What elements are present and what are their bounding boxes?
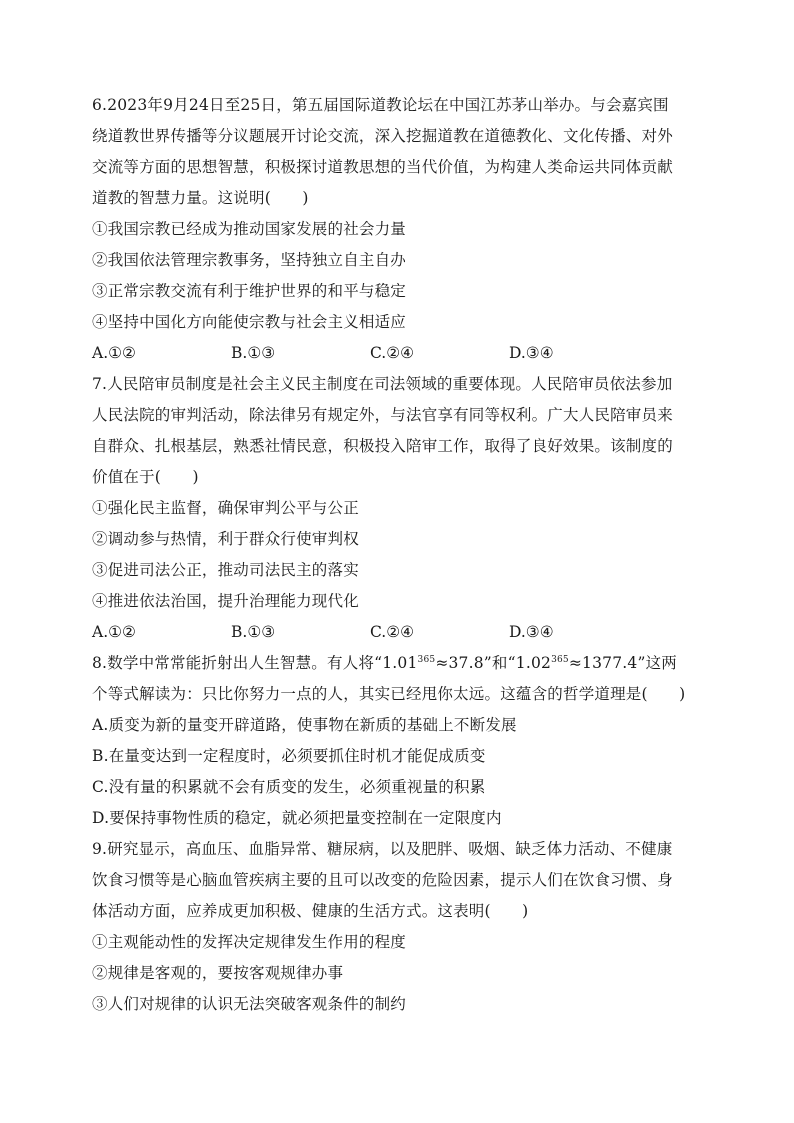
question-6-option-b: B.①③ [231, 344, 276, 362]
question-7-item-3: ③促进司法公正，推动司法民主的落实 [92, 561, 359, 579]
question-7-stem-line-3: 自群众、扎根基层，熟悉社情民意，积极投入陪审工作，取得了良好效果。该制度的 [92, 437, 673, 455]
question-8-option-b: B.在量变达到一定程度时，必须要抓住时机才能促成质变 [92, 747, 486, 765]
question-9-item-1: ①主观能动性的发挥决定规律发生作用的程度 [92, 933, 407, 951]
question-8-stem-part-b: ≈37.8”和“1.02 [435, 654, 552, 672]
question-6-item-3: ③正常宗教交流有利于维护世界的和平与稳定 [92, 282, 407, 300]
question-6-item-2: ②我国依法管理宗教事务，坚持独立自主自办 [92, 251, 407, 269]
question-6-item-4: ④坚持中国化方向能使宗教与社会主义相适应 [92, 313, 407, 331]
question-8-option-c: C.没有量的积累就不会有质变的发生，必须重视量的积累 [92, 778, 486, 796]
question-7-stem-line-2: 人民法院的审判活动，除法律另有规定外，与法官享有同等权利。广大人民陪审员来 [92, 406, 673, 424]
question-6-stem-line-3: 交流等方面的思想智慧，积极探讨道教思想的当代价值，为构建人类命运共同体贡献 [92, 158, 673, 176]
question-9-stem-line-3: 体活动方面，应养成更加积极、健康的生活方式。这表明( ) [92, 902, 529, 920]
question-9-item-3: ③人们对规律的认识无法突破客观条件的制约 [92, 995, 407, 1013]
question-8-stem-line-2: 个等式解读为：只比你努力一点的人，其实已经甩你太远。这蕴含的哲学道理是( ) [92, 685, 686, 703]
question-6 [92, 90, 704, 369]
question-8-stem-part-c: ≈1377.4”这两 [568, 654, 678, 672]
question-8-stem-part-a: 8.数学中常常能折射出人生智慧。有人将“1.01 [92, 654, 418, 672]
question-8-option-d: D.要保持事物性质的稳定，就必须把量变控制在一定限度内 [92, 809, 502, 827]
question-7 [92, 369, 704, 648]
question-8 [92, 648, 704, 834]
question-7-stem-line-1: 7.人民陪审员制度是社会主义民主制度在司法领域的重要体现。人民陪审员依法参加 [92, 375, 673, 393]
question-7-options [92, 617, 704, 648]
question-7-option-c: C.②④ [370, 623, 415, 641]
question-8-option-a: A.质变为新的量变开辟道路，使事物在新质的基础上不断发展 [92, 716, 517, 734]
question-6-stem-line-1: 6.2023年9月24日至25日，第五届国际道教论坛在中国江苏茅山举办。与会嘉宾围 [92, 96, 669, 114]
question-7-option-b: B.①③ [231, 623, 276, 641]
question-6-option-c: C.②④ [370, 344, 415, 362]
question-9-stem-line-1: 9.研究显示，高血压、血脂异常、糖尿病，以及肥胖、吸烟、缺乏体力活动、不健康 [92, 840, 673, 858]
question-6-options [92, 338, 704, 369]
exponent-1: 365 [417, 654, 436, 665]
question-9 [92, 834, 704, 1020]
question-6-stem-line-2: 绕道教世界传播等分议题展开讨论交流，深入挖掘道教在道德教化、文化传播、对外 [92, 127, 673, 145]
question-7-option-d: D.③④ [509, 623, 554, 641]
question-7-item-1: ①强化民主监督，确保审判公平与公正 [92, 499, 359, 517]
question-6-item-1: ①我国宗教已经成为推动国家发展的社会力量 [92, 220, 407, 238]
question-6-option-a: A.①② [92, 344, 136, 362]
question-7-option-a: A.①② [92, 623, 136, 641]
question-7-stem-line-4: 价值在于( ) [92, 468, 199, 486]
exponent-2: 365 [551, 654, 569, 665]
exam-page [92, 90, 704, 1020]
question-7-item-4: ④推进依法治国，提升治理能力现代化 [92, 592, 359, 610]
question-6-stem-line-4: 道教的智慧力量。这说明( ) [92, 189, 309, 207]
question-9-item-2: ②规律是客观的，要按客观规律办事 [92, 964, 344, 982]
question-6-option-d: D.③④ [509, 344, 554, 362]
question-9-stem-line-2: 饮食习惯等是心脑血管疾病主要的且可以改变的危险因素，提示人们在饮食习惯、身 [92, 871, 673, 889]
question-7-item-2: ②调动参与热情，利于群众行使审判权 [92, 530, 359, 548]
question-8-stem-line-1 [92, 648, 704, 679]
